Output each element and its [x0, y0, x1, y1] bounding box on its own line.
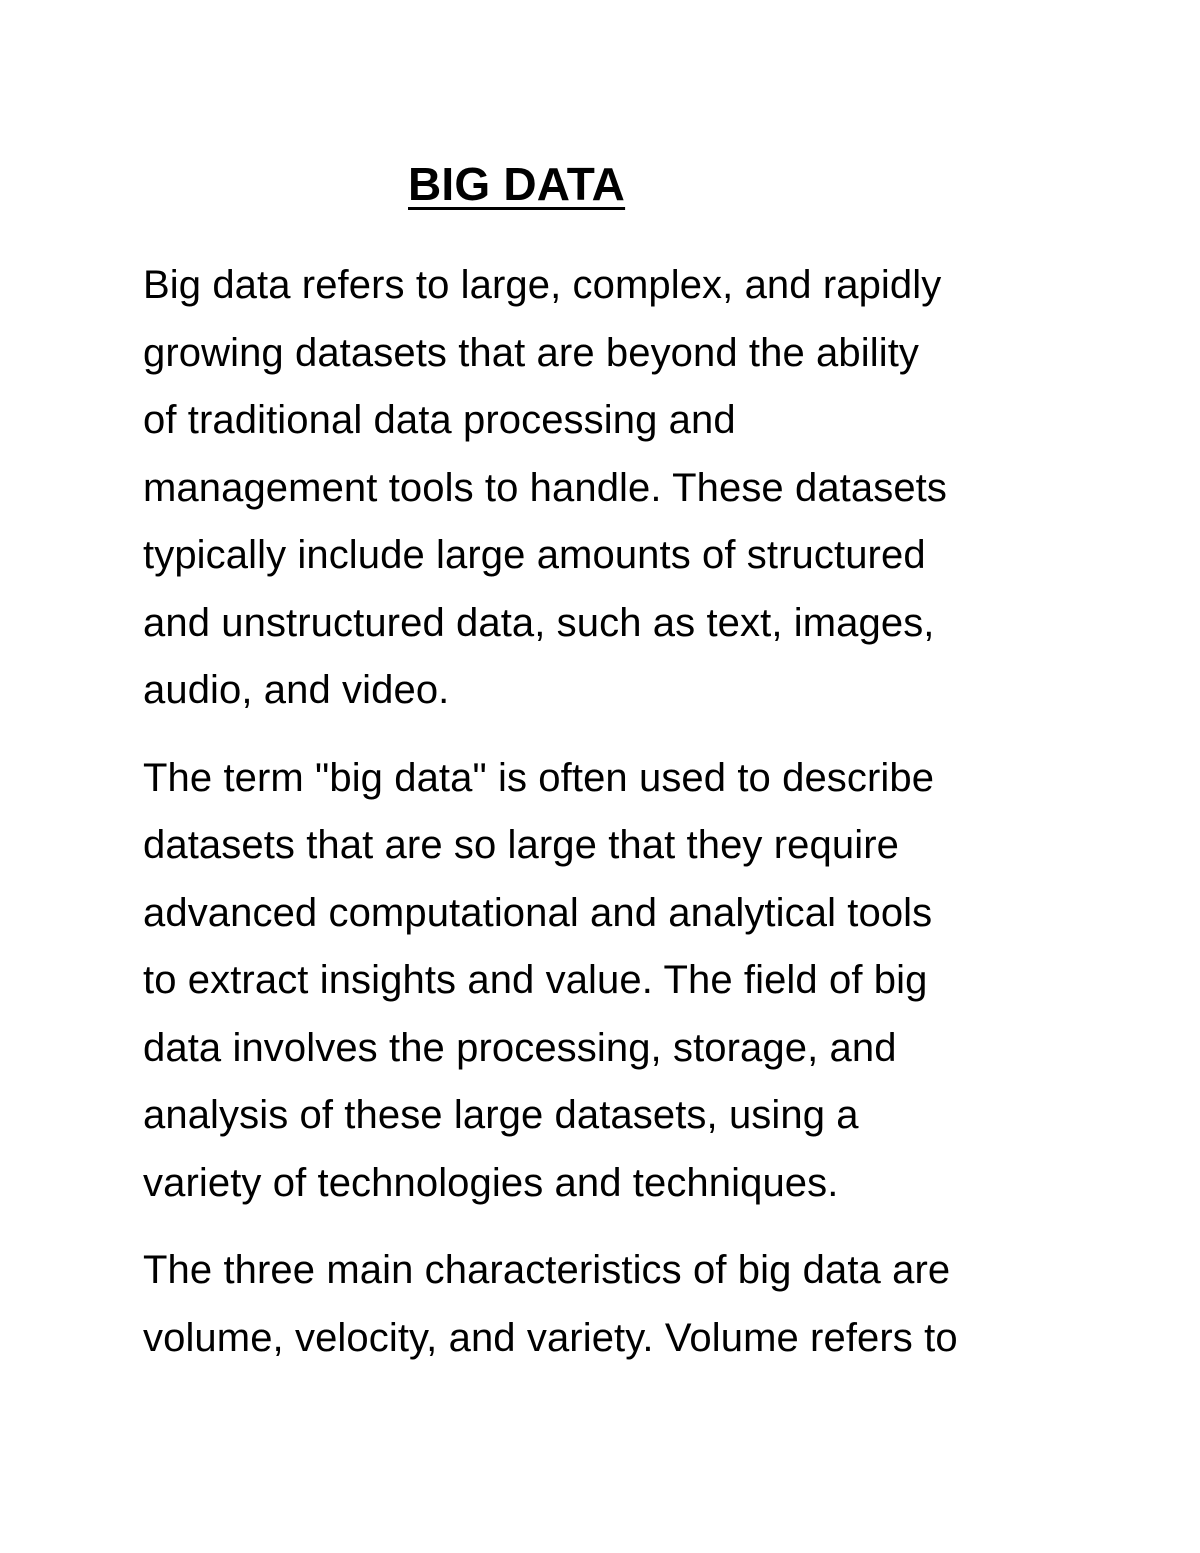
text-line: data involves the processing, storage, and: [143, 1025, 897, 1070]
text-line: of traditional data processing and: [143, 398, 736, 442]
paragraph-term: [143, 745, 1093, 1218]
text-line: variety of technologies and techniques.: [143, 1160, 839, 1205]
text-line: and unstructured data, such as text, images,: [143, 600, 935, 645]
text-line: growing datasets that are beyond the ability: [143, 330, 920, 375]
text-line: audio, and video.: [143, 668, 450, 712]
text-line: advanced computational and analytical tools: [143, 890, 933, 935]
text-line: typically include large amounts of structured: [143, 533, 926, 577]
document-title: BIG DATA: [408, 158, 626, 210]
text-line: datasets that are so large that they require: [143, 823, 899, 867]
paragraph-characteristics: [143, 1237, 1093, 1372]
text-line: Big data refers to large, complex, and rapidly: [143, 263, 942, 307]
paragraph-intro: [143, 252, 1093, 725]
text-line: volume, velocity, and variety. Volume refers to: [143, 1315, 958, 1360]
text-line: The three main characteristics of big data are: [143, 1248, 951, 1292]
text-line: The term "big data" is often used to describe: [143, 755, 935, 800]
text-line: analysis of these large datasets, using a: [143, 1093, 859, 1137]
document-body: [143, 252, 1093, 1392]
text-line: management tools to handle. These datasets: [143, 465, 947, 510]
text-line: to extract insights and value. The field of big: [143, 958, 928, 1002]
